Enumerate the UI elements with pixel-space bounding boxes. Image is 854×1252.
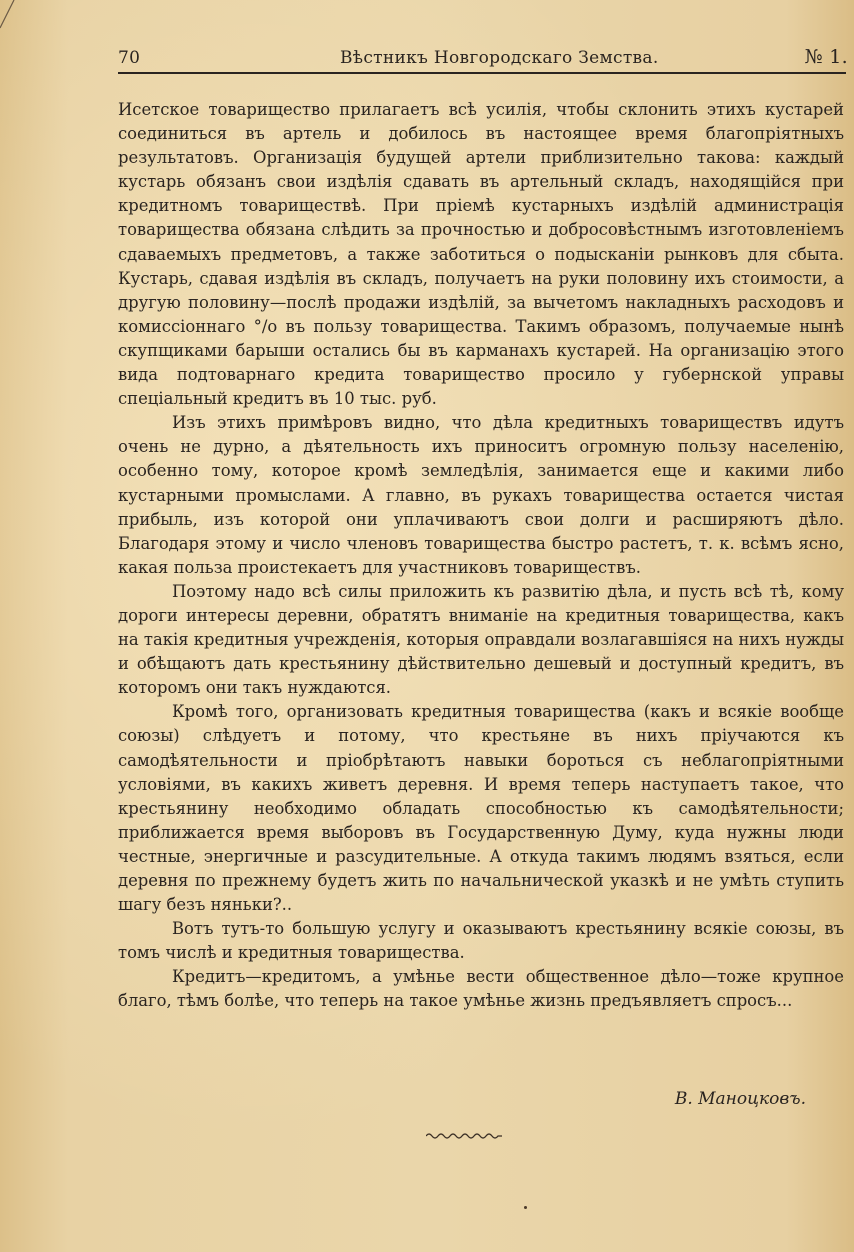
- page-number: 70: [118, 48, 141, 68]
- corner-crease-mark: [0, 0, 40, 40]
- page-header: [118, 44, 848, 72]
- paragraph: Поэтому надо всѣ силы приложить къ развитію дѣла, и пусть всѣ тѣ, кому дороги интересы деревни, обратятъ вниманіе на кредитныя товарищества, какъ на такія кредитныя учрежденія, которыя оправдали возлагавшіяся на нихъ нужды и обѣщаютъ дать крестьянину дѣйствительно дешевый и доступный кредитъ, въ которомъ они такъ нуждаются.: [118, 581, 844, 698]
- paper-speck: [524, 1206, 527, 1209]
- paragraph: Исетское товарищество прилагаетъ всѣ усилія, чтобы склонить этихъ кустарей соединиться въ артель и добилось въ настоящее время благопріятныхъ результатовъ. Организація будущей артели приблизительно такова: каждый кустарь обязанъ свои издѣлія сдавать въ артельный складъ, находящійся при кредитномъ товариществѣ. При пріемѣ кустарныхъ издѣлій администрація товарищества обязана слѣдить за прочностью и добросовѣстнымъ изготовленіемъ сдаваемыхъ предметовъ, а также заботиться о подысканіи рынковъ для сбыта. Кустарь, сдавая издѣлія въ складъ, получаетъ на руки половину ихъ стоимости, а другую половину—послѣ продажи издѣлій, за вычетомъ накладныхъ расходовъ и комиссіоннаго °/о въ пользу товарищества. Такимъ образомъ, получаемые нынѣ скупщиками барыши остались бы въ карманахъ кустарей. На организацію этого вида подтоварнаго кредита товарищество просило у губернской управы спеціальный кредитъ въ 10 тыс. руб.: [118, 100, 844, 409]
- article-body: [118, 98, 844, 1014]
- paragraph: Кромѣ того, организовать кредитныя товарищества (какъ и всякіе вообще союзы) слѣдуетъ и потому, что крестьяне въ нихъ пріучаются къ самодѣятельности и пріобрѣтаютъ навыки бороться съ неблагопріятными условіями, въ какихъ живетъ деревня. И время теперь наступаетъ такое, что крестьянину необходимо обладать способностью къ самодѣятельности; приближается время выборовъ въ Государственную Думу, куда нужны люди честные, энергичные и разсудительные. А откуда такимъ людямъ взяться, если деревня по прежнему будетъ жить по начальнической указкѣ и не умѣть ступить шагу безъ няньки?..: [118, 702, 844, 915]
- paragraph: Кредитъ—кредитомъ, а умѣнье вести общественное дѣло—тоже крупное благо, тѣмъ болѣе, что теперь на такое умѣнье жизнь предъявляетъ спросъ...: [118, 967, 844, 1011]
- author-signature: В. Маноцковъ.: [674, 1089, 806, 1109]
- paragraph: Изъ этихъ примѣровъ видно, что дѣла кредитныхъ товариществъ идутъ очень не дурно, а дѣятельность ихъ приноситъ огромную пользу населенію, особенно тому, которое кромѣ земледѣлія, занимается еще и какими либо кустарными промыслами. А главно, въ рукахъ товарищества остается чистая прибыль, изъ которой они уплачиваютъ свои долги и расширяютъ дѣло. Благодаря этому и число членовъ товарищества быстро растетъ, т. к. всѣмъ ясно, какая польза проистекаетъ для участниковъ товариществъ.: [118, 413, 844, 577]
- issue-number: № 1.: [804, 46, 848, 68]
- header-rule: [118, 72, 846, 74]
- paragraph: Вотъ тутъ-то большую услугу и оказываютъ крестьянину всякіе союзы, въ томъ числѣ и кредитныя товарищества.: [118, 919, 844, 963]
- running-title: Вѣстникъ Новгородскаго Земства.: [340, 48, 659, 68]
- end-flourish-ornament: [426, 1131, 502, 1141]
